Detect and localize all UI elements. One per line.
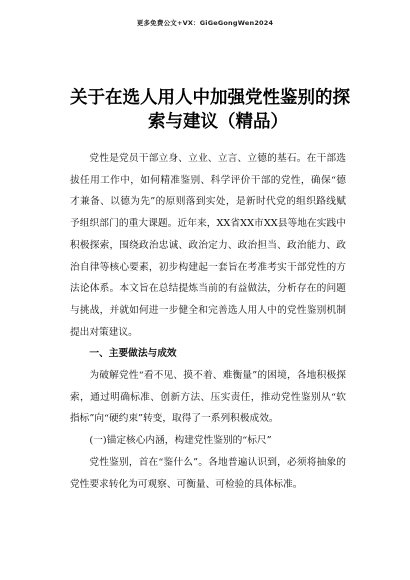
section-paragraph: 为破解党性“看不见、摸不着、难衡量”的困境，各地积极探索，通过明确标准、创新方法、压实责任，推动党性鉴别从“软指标”向“硬约束”转变，取得了一系列积极成效。 bbox=[70, 370, 346, 425]
document-body bbox=[70, 148, 346, 495]
subsection-paragraph: 党性鉴别，首在“鉴什么”。各地普遍认识到，必须将抽象的党性要求转化为可观察、可衡量、可检验的具体标准。 bbox=[70, 456, 346, 490]
intro-paragraph: 党性是党员干部立身、立业、立言、立德的基石。在干部选拔任用工作中，如何精准鉴别、科学评价干部的党性，确保“德才兼备、以德为先”的原则落到实处，是新时代党的组织路线赋予组织部门的重大课题。近年来，XX省XX市XX县等地在实践中积极探索，围绕政治忠诚、政治定力、政治担当、政治能力、政治自律等核心要素，初步构建起一套旨在考准考实干部党性的方法论体系。本文旨在总结提炼当前的有益做法，分析存在的问题与挑战，并就如何进一步健全和完善选人用人中的党性鉴别机制提出对策建议。 bbox=[70, 153, 346, 338]
subsection-heading: (一)锚定核心内涵，构建党性鉴别的“标尺” bbox=[89, 435, 272, 447]
title-line-2: 索与建议（精品） bbox=[148, 112, 288, 132]
header-note: 更多免费公文+VX：GiGeGongWen2024 bbox=[136, 19, 274, 27]
title-line-1: 关于在选人用人中加强党性鉴别的探 bbox=[70, 88, 350, 108]
section-heading: 一、主要做法与成效 bbox=[89, 348, 177, 360]
document-title bbox=[0, 86, 410, 134]
